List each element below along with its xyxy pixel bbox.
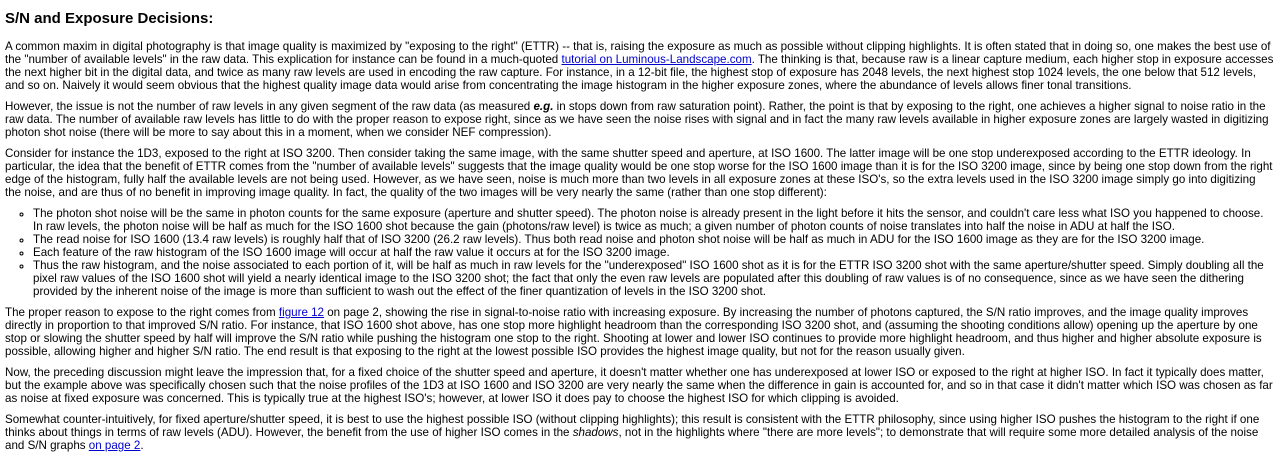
page-2-link[interactable]: on page 2 xyxy=(88,439,141,452)
text: However, the issue is not the number of raw levels in any given segment of the raw data (as measured xyxy=(5,100,534,113)
list-item: ◦ The photon shot noise will be the same in photon counts for the same exposure (aperture and shutter speed). The photon noise is already present in the light before it hits the sensor, and couldn't care less what ISO you happened to choose. In raw levels, the photon noise will be half as much for the ISO 1600 shot because the gain (photons/raw level) is twice as much; a given number of photon counts of noise translates into half the noise in ADU at half the ISO. xyxy=(33,207,1274,233)
text: . The thinking is that, because raw is a linear capture medium, each higher stop in exposure accesses the next higher bit in the digital data, and twice as many raw levels are used in encoding the raw capture. For instance, in a 12-bit file, the highest stop of exposure has 2048 levels, the next highest stop 1024 levels, the one below that 512 levels, and so on. Naively it would seem obvious that the highest quality image data would arise from concentrating the image histogram in the higher exposure zones, where the abundance of levels allows finer tonal transitions. xyxy=(5,53,1274,92)
list-item: ◦ Thus the raw histogram, and the noise associated to each portion of it, will be half as much in raw levels for the "underexposed" ISO 1600 shot as it is for the ETTR ISO 3200 shot with the same aperture/shutter speed. Simply doubling all the pixel raw values of the ISO 1600 shot will yield a nearly identical image to the ISO 3200 shot; the fact that only the even raw levels are populated after this doubling of raw values is of no consequence, since as we have seen the dithering provided by the inherent noise of the image is more than sufficient to wash out the effect of the finer quantization of levels in the ISO 3200 shot. xyxy=(33,259,1274,298)
text: . xyxy=(140,439,144,452)
emphasis: shadows xyxy=(572,426,619,439)
paragraph-proper-reason xyxy=(5,306,1274,358)
text: Somewhat counter-intuitively, for fixed aperture/shutter speed, it is best to use the highest possible ISO (without clipping highlights); this result is consistent with the ETTR philosophy, since using higher ISO pushes the histogram to the right if one thinks about things in terms of raw levels (ADU). However, the benefit from the use of higher ISO comes in the xyxy=(5,413,1260,439)
comparison-list xyxy=(5,207,1274,298)
emphasis: e.g. xyxy=(533,100,554,113)
text: A common maxim in digital photography is that image quality is maximized by "exposing to the right" (ETTR) -- that is, raising the exposure as much as possible without clipping highlights. It is often stated that in doing so, one makes the best use of the "number of available levels" in the raw data. This explication for instance can be found in a much-quoted xyxy=(5,40,1271,66)
list-item: ◦ The read noise for ISO 1600 (13.4 raw levels) is roughly half that of ISO 3200 (26.2 raw levels). Thus both read noise and photon shot noise will be half as much in ADU for the ISO 1600 image as they are for the ISO 3200 image. xyxy=(33,233,1274,246)
paragraph-1d3-example: Consider for instance the 1D3, exposed to the right at ISO 3200. Then consider taking the same image, with the same shutter speed and aperture, at ISO 1600. The latter image will be one stop underexposed according to the ETTR ideology. In particular, the idea that the benefit of ETTR comes from the "number of available levels" suggests that the image quality would be one stop worse for the ISO 1600 image than it is for the ISO 3200 image, since by being one stop down from the right edge of the histogram, fully half the available levels are not being used. However, as we have seen, noise is much more than two levels in all exposure zones at these ISO's, so the extra levels used in the ISO 3200 image simply go into digitizing the noise, and are thus of no benefit in improving image quality. In fact, the quality of the two images will be very nearly the same (rather than one stop different): xyxy=(5,147,1273,199)
paragraph-ettr-maxim xyxy=(5,40,1274,92)
paragraph-fixed-exposure: Now, the preceding discussion might leave the impression that, for a fixed choice of the shutter speed and aperture, it doesn't matter whether one has underexposed at lower ISO or exposed to the right at higher ISO. In fact it typically does matter, but the example above was specifically chosen such that the noise profiles of the 1D3 at ISO 1600 and ISO 3200 are very nearly the same when the difference in gain is accounted for, and so in that case it didn't matter which ISO was chosen as far as noise at fixed exposure was concerned. This is typically true at the highest ISO's; however, at lower ISO it does pay to choose the highest ISO for which clipping is avoided. xyxy=(5,366,1273,405)
text: in stops down from raw saturation point). Rather, the point is that by exposing to the right, one achieves a higher signal to noise ratio in the raw data. The number of available raw levels has little to do with the proper reason to expose right, since as we have seen the noise rises with signal and in fact the many raw levels available in higher exposure zones are largely wasted in digitizing photon shot noise (there will be more to say about this in a moment, when we consider NEF compression). xyxy=(5,100,1269,139)
text: on page 2, showing the rise in signal-to-noise ratio with increasing exposure. By increasing the number of photons captured, the S/N ratio improves, and the image quality improves directly in proportion to that improved S/N ratio. For instance, that ISO 1600 shot above, has one stop more highlight headroom than the corresponding ISO 3200 shot, and (assuming the shooting conditions allow) opening up the aperture by one stop or slowing the shutter speed by half will improve the S/N ratio while pushing the histogram one stop to the right. Shooting at lower and lower ISO continues to provide more highlight headroom, and thus higher and higher absolute exposure is possible, allowing higher and higher S/N ratio. The end result is that exposing to the right at the lowest possible ISO provides the highest image quality, but not for the reason usually given. xyxy=(5,306,1262,358)
text: , not in the highlights where "there are more levels"; to demonstrate that will require some more detailed analysis of the noise and S/N graphs xyxy=(5,426,1259,452)
text: The proper reason to expose to the right comes from xyxy=(5,306,279,319)
paragraph-highest-iso xyxy=(5,413,1274,452)
figure-12-link[interactable]: figure 12 xyxy=(278,306,325,319)
list-item: ◦ Each feature of the raw histogram of the ISO 1600 image will occur at half the raw value it occurs at for the ISO 3200 image. xyxy=(33,246,1274,259)
section-title: S/N and Exposure Decisions: xyxy=(5,10,214,27)
paragraph-raw-levels xyxy=(5,100,1274,139)
luminous-landscape-tutorial-link[interactable]: tutorial on Luminous-Landscape.com xyxy=(561,53,752,66)
